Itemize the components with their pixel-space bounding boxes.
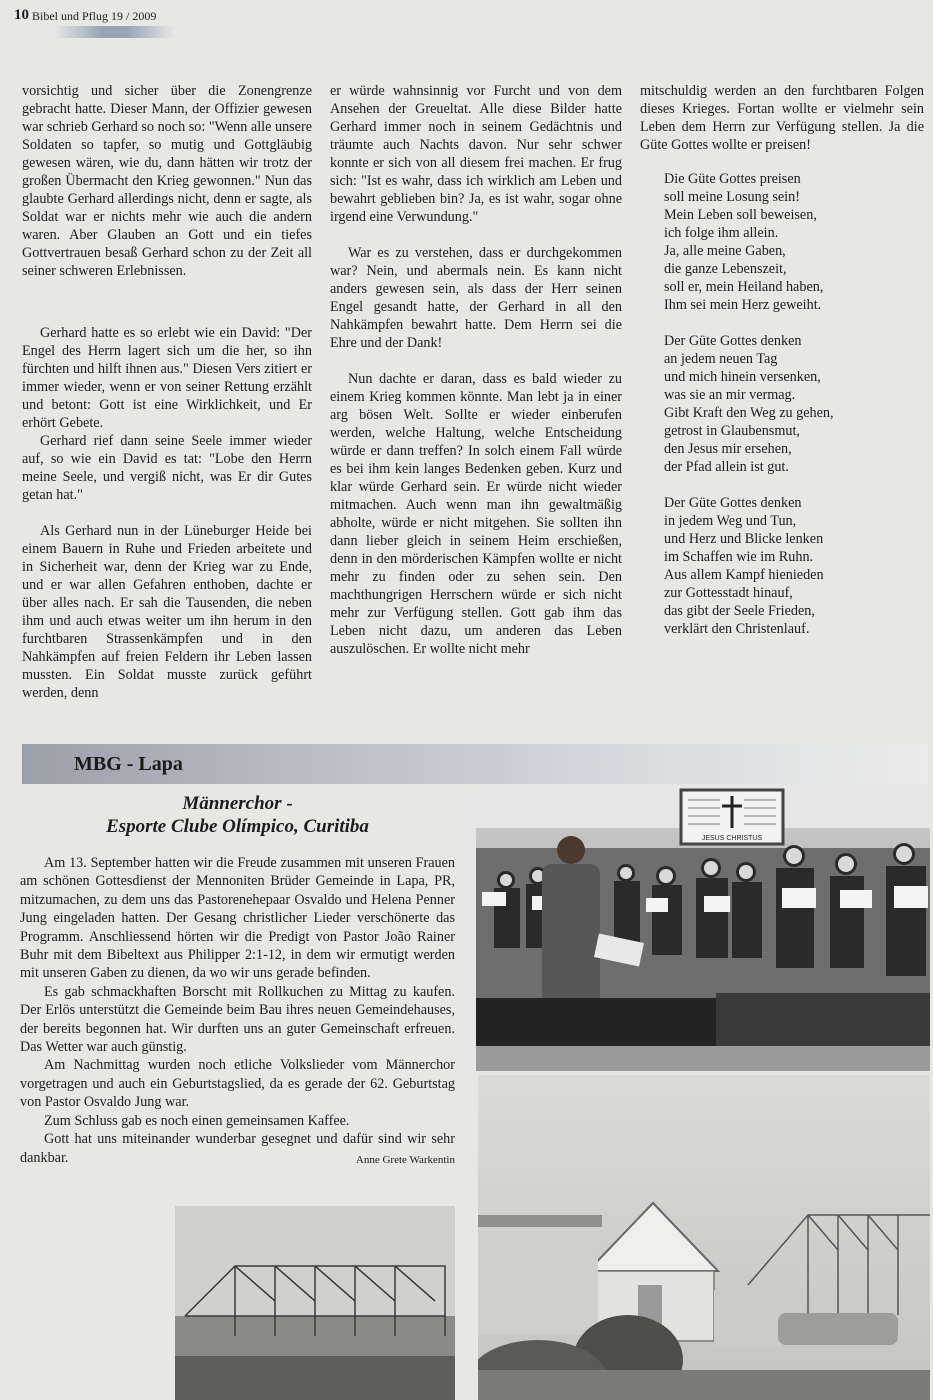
choir-photo <box>476 788 930 1071</box>
paragraph: Am Nachmittag wurden noch etliche Volkslieder vom Männerchor vorgetragen und auch ein Geburtstagslied, da es gerade der 62. Geburtstag von Pastor Osvaldo Jung war. <box>20 1057 455 1111</box>
poem-stanza <box>664 332 924 476</box>
poem-line: Der Güte Gottes denken <box>664 333 802 349</box>
poem-line: was sie an mir vermag. <box>664 387 796 403</box>
paragraph: Gott hat uns miteinander wunderbar gesegnet und dafür sind wir sehr dankbar. <box>20 1131 455 1166</box>
paragraph: Nun dachte er daran, dass es bald wieder zu einem Krieg kommen könnte. Man lebt ja in einer arg bösen Welt. Sollte er wieder einberufen werden, welche Haltung, welche Entscheidung würde er dann treffen? In solch einem Fall würde es bei ihm kein langes Bedenken geben. Kurz und klar würde Gerhard sein. Er würde nicht wieder mitmachen. Auch wenn man ihn gewaltmäßig abholte, würde er nicht mitgehen. Sie sollten ihn dann lieber gleich in seinem Heim erschießen, denn in den mörderischen Kämpfen wollte er nicht mehr zu finden oder zu sehen sein. Den machthungrigen Herrschern würde er sich nicht mehr zur Verfügung stellen. Gott gab ihm das Leben nicht dazu, um anderen das Leben auszulöschen. Er wollte nicht mehr <box>330 371 622 657</box>
paragraph: Es gab schmackhaften Borscht mit Rollkuchen zu Mittag zu kaufen. Der Erlös unterstützt die Gemeinde beim Bau ihres neuen Gemeindehauses, der bereits begonnen hat. Wir durften uns an guter Gemeinschaft erfreuen. Das Wetter war auch günstig. <box>20 983 455 1056</box>
magazine-title: Bibel und Pflug 19 / 2009 <box>32 9 157 23</box>
poem-line: und Herz und Blicke lenken <box>664 531 824 547</box>
poem-line: Ja, alle meine Gaben, <box>664 243 786 259</box>
poem-line: die ganze Lebenszeit, <box>664 261 787 277</box>
poem-line: den Jesus mir ersehen, <box>664 441 792 457</box>
poem-line: an jedem neuen Tag <box>664 351 778 367</box>
section-header <box>22 744 928 784</box>
poem-line: im Schaffen wie im Ruhn. <box>664 549 814 565</box>
poem-line: Der Güte Gottes denken <box>664 495 802 511</box>
poem-line: das gibt der Seele Frieden, <box>664 603 815 619</box>
paragraph: Zum Schluss gab es noch einen gemeinsamen Kaffee. <box>44 1112 350 1129</box>
wall-sign-text: JESUS CHRISTUS <box>701 835 763 842</box>
church-photo <box>478 1075 930 1400</box>
poem-line: Mein Leben soll beweisen, <box>664 207 817 223</box>
church-photo-image <box>478 1075 930 1400</box>
header-decoration <box>54 26 174 38</box>
story-column-2 <box>330 82 622 658</box>
poem-line: der Pfad allein ist gut. <box>664 459 789 475</box>
poem <box>664 170 924 638</box>
poem-line: getrost in Glaubensmut, <box>664 423 800 439</box>
article-title-line: Männerchor - <box>182 793 293 814</box>
poem-stanza <box>664 494 924 638</box>
page-number: 10 <box>14 7 29 23</box>
paragraph: Am 13. September hatten wir die Freude zusammen mit unseren Frauen am schönen Gottesdienst der Mennoniten Brüder Gemeinde in Lapa, PR, mitzumachen, zu dem uns das Pastorenehepaar Osvaldo und Helena Penner Jung eingeladen hatten. Der Gesang christlicher Lieder verschönerte das Programm. Anschliessend hörten wir die Predigt von Pastor João Rainer Buhr mit dem Bibeltext aus Philipper 2:1-12, in dem wir ermutigt werden mit unseren Gaben zu dienen, da wo wir uns gerade befinden. <box>20 855 455 982</box>
conductor <box>557 836 585 864</box>
paragraph: er würde wahnsinnig vor Furcht und von dem Ansehen der Greueltat. Alle diese Bilder hatte Gerhard immer noch in seinem Gedächtnis und träumte auch Nachts davon. Nur sehr schwer konnte er sich von all diesem frei machen. Er frug sich: "Ist es wahr, dass ich wirklich am Leben und bewahrt geblieben bin? Ja, es ist wahr, sogar ohne irgend eine Verwundung." <box>330 83 622 225</box>
article-title-line: Esporte Clube Olímpico, Curitiba <box>106 816 369 837</box>
poem-line: Die Güte Gottes preisen <box>664 171 801 187</box>
poem-line: zur Gottesstadt hinauf, <box>664 585 793 601</box>
construction-photo <box>175 1206 455 1400</box>
paragraph: mitschuldig werden an den furchtbaren Folgen dieses Krieges. Fortan wollte er vielmehr sein Leben dem Herrn zur Verfügung stellen. Ja die Güte Gottes wollte er preisen! <box>640 83 924 153</box>
article <box>20 792 455 1169</box>
poem-stanza <box>664 170 924 314</box>
poem-line: verklärt den Christenlauf. <box>664 621 810 637</box>
paragraph: vorsichtig und sicher über die Zonengrenze gebracht hatte. Dieser Mann, der Offizier gewesen war schrieb Gerhard so noch so: "Wenn alle unsere Soldaten so tapfer, so mutig und Gottgläubig gewesen wären, wie du, dann hätten wir trotz der großen Übermacht den Krieg gewonnen." Nun das glaubte Gerhard allerdings nicht, denn er sagte, als Soldat war er nichts mehr wie auch die andern waren. Aber Glauben an Gott und ein tiefes Gottvertrauen besaß Gerhard schon zu der Zeit all seiner schweren Erlebnissen. <box>22 83 312 279</box>
story-column-3 <box>640 82 924 656</box>
poem-line: soll er, mein Heiland haben, <box>664 279 824 295</box>
poem-line: und mich hinein versenken, <box>664 369 821 385</box>
article-title <box>20 792 455 838</box>
paragraph: Als Gerhard nun in der Lüneburger Heide bei einem Bauern in Ruhe und Frieden arbeitete und in Sicherheit war, denn der Krieg war zu Ende, und er war allen Gefahren enthoben, dachte er über alles nach. Er sah die Tausenden, die neben ihm und auch etwas weiter um ihn herum in den furchtbaren Strassenkämpfen und in den Nahkämpfen auf freien Feldern ihr Leben lassen mussten. Ein Soldat musste zurück geführt werden, denn <box>22 523 312 701</box>
article-author: Anne Grete Warkentin <box>355 1153 455 1166</box>
poem-line: soll meine Losung sein! <box>664 189 800 205</box>
poem-line: in jedem Weg und Tun, <box>664 513 797 529</box>
article-body <box>20 854 455 1169</box>
poem-line: Aus allem Kampf hienieden <box>664 567 824 583</box>
poem-line: ich folge ihm allein. <box>664 225 779 241</box>
page-header <box>14 6 274 32</box>
construction-photo-image <box>175 1206 455 1400</box>
paragraph: Gerhard hatte es so erlebt wie ein David: "Der Engel des Herrn lagert sich um die her, so ihn fürchten und hilft ihnen aus." Diesen Vers zitiert er immer wieder, wenn er von seiner Rettung erzählt und betont: Gott ist eine Wirklichkeit, und Er erhört Gebete. <box>22 325 312 431</box>
paragraph: Gerhard rief dann seine Seele immer wieder auf, so wie ein David es tat: "Lobe den Herrn meine Seele, und vergiß nicht, was Er dir Gutes getan hat." <box>22 433 312 503</box>
poem-line: Ihm sei mein Herz geweiht. <box>664 297 822 313</box>
poem-line: Gibt Kraft den Weg zu gehen, <box>664 405 834 421</box>
paragraph: War es zu verstehen, dass er durchgekommen war? Nein, und abermals nein. Es kann nicht anders gewesen sein, als dass der Herr seinen Engel gesandt hatte, der Gerhard in all den Nahkämpfen bewahrt hatte. Dem Herrn sei die Ehre und der Dank! <box>330 245 622 351</box>
story-column-1 <box>22 82 312 702</box>
choir-photo-image <box>476 788 930 1071</box>
section-title: MBG - Lapa <box>74 753 183 775</box>
